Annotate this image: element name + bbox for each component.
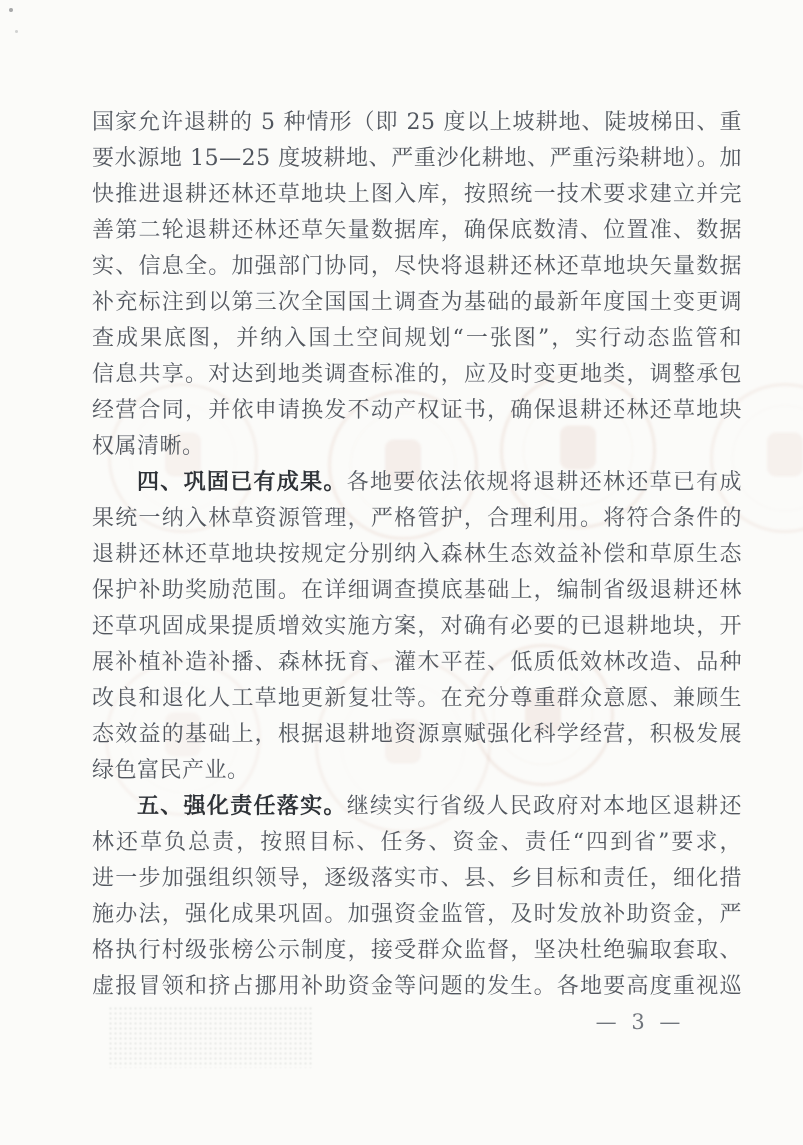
scan-smudge — [108, 1006, 312, 1068]
text-line: 快推进退耕还林还草地块上图入库，按照统一技术要求建立并完 — [92, 182, 742, 207]
text-line: 实、信息全。加强部门协同，尽快将退耕还林还草地块矢量数据 — [92, 254, 742, 279]
text-line: 信息共享。对达到地类调查标准的，应及时变更地类，调整承包 — [92, 362, 742, 387]
text-line: 四、巩固已有成果。各地要依法依规将退耕还林还草已有成 — [137, 470, 742, 495]
text-line: 权属清晰。 — [92, 434, 205, 459]
text-line: 补充标注到以第三次全国国土调查为基础的最新年度国土变更调 — [92, 290, 742, 315]
text-line: 进一步加强组织领导，逐级落实市、县、乡目标和责任，细化措 — [92, 866, 742, 891]
text-line: 要水源地 15—25 度坡耕地、严重沙化耕地、严重污染耕地）。加 — [92, 146, 742, 171]
text-line: 国家允许退耕的 5 种情形（即 25 度以上坡耕地、陡坡梯田、重 — [92, 110, 742, 135]
text-line: 态效益的基础上，根据退耕地资源禀赋强化科学经营，积极发展 — [92, 722, 742, 747]
text-line: 退耕还林还草地块按规定分别纳入森林生态效益补偿和草原生态 — [92, 542, 742, 567]
text-line: 展补植补造补播、森林抚育、灌木平茬、低质低效林改造、品种 — [92, 650, 742, 675]
text-line: 虚报冒领和挤占挪用补助资金等问题的发生。各地要高度重视巡 — [92, 974, 742, 999]
text-line: 还草巩固成果提质增效实施方案，对确有必要的已退耕地块，开 — [92, 614, 742, 639]
text-line: 查成果底图，并纳入国土空间规划“一张图”，实行动态监管和 — [92, 326, 742, 351]
section-heading: 四、巩固已有成果。 — [137, 470, 347, 495]
text-line: 果统一纳入林草资源管理，严格管护，合理利用。将符合条件的 — [92, 506, 742, 531]
text-line: 改良和退化人工草地更新复壮等。在充分尊重群众意愿、兼顾生 — [92, 686, 742, 711]
scan-speck — [15, 30, 18, 33]
page-number: — 3 — — [595, 1010, 685, 1034]
text-line: 保护补助奖励范围。在详细调查摸底基础上，编制省级退耕还林 — [92, 578, 742, 603]
text-line: 善第二轮退耕还林还草矢量数据库，确保底数清、位置准、数据 — [92, 218, 742, 243]
text-line: 五、强化责任落实。继续实行省级人民政府对本地区退耕还 — [137, 794, 742, 819]
text-line: 林还草负总责，按照目标、任务、资金、责任“四到省”要求， — [92, 830, 742, 855]
text-line: 格执行村级张榜公示制度，接受群众监督，坚决杜绝骗取套取、 — [92, 938, 742, 963]
section-heading: 五、强化责任落实。 — [137, 794, 347, 819]
text-line: 绿色富民产业。 — [92, 758, 250, 783]
text-line: 经营合同，并依申请换发不动产权证书，确保退耕还林还草地块 — [92, 398, 742, 423]
scan-speck — [9, 8, 13, 12]
text-line: 施办法，强化成果巩固。加强资金监管，及时发放补助资金，严 — [92, 902, 742, 927]
document-body — [92, 105, 742, 1005]
